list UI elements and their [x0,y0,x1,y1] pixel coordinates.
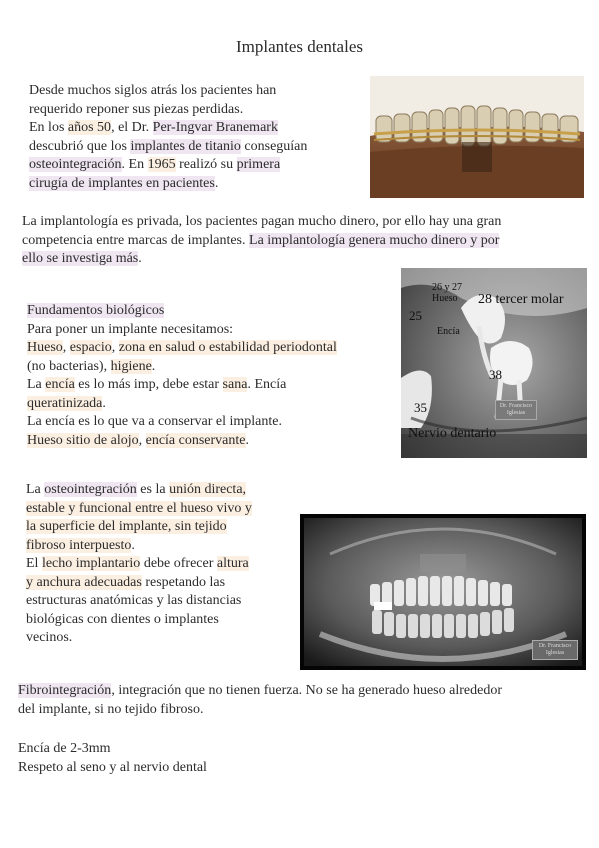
osteo-line-2: estable y funcional entre el hueso vivo y [26,500,252,516]
highlight-altura: altura [216,556,249,571]
osteo-line-5: El lecho implantario debe ofrecer altura [26,556,249,571]
osteo-line-1: La osteointegración es la unión directa, [26,482,247,497]
fibrointegracion-paragraph [18,682,584,719]
highlight-osteo: osteointegración [44,482,137,497]
highlight-lecho: lecho implantario [41,556,141,571]
highlight-primera: primera [236,157,281,172]
osteo-line-9: vecinos. [26,630,73,645]
label-38: 38 [489,367,502,382]
highlight-genera-dinero: La implantología genera mucho dinero y por [249,232,500,248]
intro-line-5: osteointegración. En 1965 realizó su primera [29,157,281,172]
osteointegracion-paragraph [26,481,298,648]
panoramic-xray [300,514,586,670]
highlight-hueso: Hueso [27,340,63,355]
intro-line-1: Desde muchos siglos atrás los pacientes han [29,83,277,98]
intro-line-6: cirugía de implantes en pacientes. [29,175,219,191]
fundamentos-line-5: queratinizada. [27,395,106,411]
osteo-line-4: fibroso interpuesto. [26,537,135,553]
fundamentos-section [27,302,399,450]
highlight-hueso-sitio: Hueso sitio de alojo [27,432,139,448]
highlight-branemark: Per-Ingvar Branemark [152,120,278,135]
highlight-queratinizada: queratinizada [27,395,103,411]
label-hueso: Hueso [432,293,458,304]
highlight-espacio: espacio [69,340,112,355]
highlight-sana: sana [222,377,248,392]
fundamentos-line-7: Hueso sitio de alojo, encía conservante. [27,432,249,448]
note-seno-nervio: Respeto al seno y al nervio dental [18,759,207,775]
label-tercer-molar: 28 tercer molar [478,292,564,307]
highlight-higiene: higiene [110,358,152,374]
highlight-anchura: y anchura adecuadas [26,574,142,590]
fundamentos-line-4: La encía es lo más imp, debe estar sana. Encía [27,377,287,392]
highlight-encia: encía [45,377,75,392]
fundamentos-line-3: (no bacterias), higiene. [27,358,156,374]
label-35: 35 [414,400,427,415]
fundamentos-heading: Fundamentos biológicos [27,303,165,318]
label-encia: Encía [437,326,460,337]
highlight-fibro: Fibrointegración [18,683,112,698]
highlight-1965: 1965 [147,157,176,172]
intro-line-2: requerido reponer sus piezas perdidas. [29,101,244,117]
highlight-cirugia: cirugía de implantes en pacientes [29,175,215,191]
highlight-anos-50: años 50 [67,120,112,135]
implantology-line-2: competencia entre marcas de implantes. La implantología genera mucho dinero y por [22,232,500,248]
implantology-line-3: ello se investiga más. [22,251,142,266]
notes [18,740,418,777]
label-25: 25 [409,308,422,323]
implantology-line-1: La implantología es privada, los pacientes pagan mucho dinero, por ello hay una gran [22,214,502,229]
intro-line-3: En los años 50, el Dr. Per-Ingvar Branemark [29,120,278,135]
fundamentos-line-2: Hueso, espacio, zona en salud o estabilidad periodontal [27,340,337,355]
intro-paragraph [29,82,364,193]
note-encia: Encía de 2-3mm [18,741,111,756]
osteo-line-7: estructuras anatómicas y las distancias [26,593,242,608]
highlight-investiga: ello se investiga más [22,251,139,266]
fibro-line-2: del implante, si no tejido fibroso. [18,701,204,717]
label-26-27: 26 y 27 [432,282,462,293]
periapical-xray [401,268,587,458]
highlight-titanio: implantes de titanio [130,138,241,154]
fundamentos-line-6: La encía es lo que va a conservar el implante. [27,414,282,429]
osteo-line-6: y anchura adecuadas respetando las [26,574,226,590]
fundamentos-line-1: Para poner un implante necesitamos: [27,321,234,337]
implantology-paragraph [22,213,582,269]
label-nervio-dentario: Nervio dentario [408,426,497,441]
intro-line-4: descubrió que los implantes de titanio conseguían [29,138,308,154]
page-title: Implantes dentales [236,37,363,56]
osteo-line-3: la superficie del implante, sin tejido [26,519,227,534]
highlight-osteointegracion: osteointegración [29,157,122,172]
osteo-line-8: biológicas con dientes o implantes [26,611,219,627]
highlight-union: unión directa, [169,482,247,497]
ancient-dental-photo [370,76,584,198]
fibro-line-1: Fibrointegración, integración que no tienen fuerza. No se ha generado hueso alrededor [18,683,502,698]
highlight-encia-conservante: encía conservante [145,432,246,448]
xray1-signature: Dr. Francisco Iglesias [495,400,537,420]
xray2-signature: Dr. Francisco Iglesias [532,640,578,660]
highlight-zona-salud: zona en salud o estabilidad periodontal [118,340,337,355]
